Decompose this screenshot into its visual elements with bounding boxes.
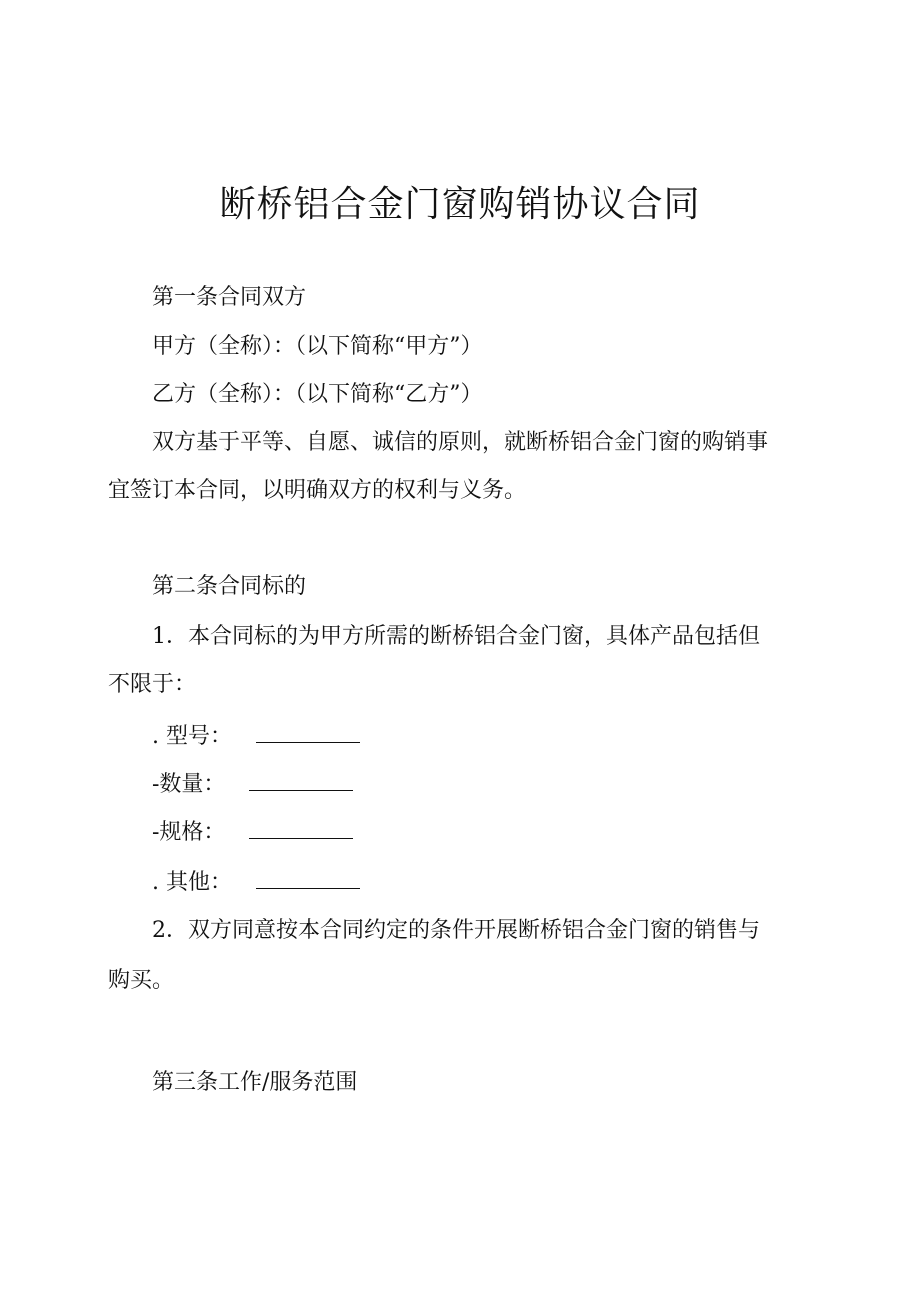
article2-heading: 第二条合同标的	[152, 574, 307, 599]
field-quantity	[152, 770, 353, 800]
field-other	[152, 868, 360, 898]
field-other-label: . 其他：	[152, 870, 232, 895]
field-quantity-label: -数量：	[152, 772, 226, 797]
field-model	[152, 722, 360, 752]
field-spec	[152, 818, 353, 848]
party-a-line: 甲方（全称）：（以下简称“甲方”）	[152, 334, 483, 359]
article2-item2-line2: 购买。	[108, 968, 175, 993]
article3-heading: 第三条工作/服务范围	[152, 1070, 358, 1095]
field-spec-blank	[249, 820, 353, 839]
article1-paragraph-line1: 双方基于平等、自愿、诚信的原则，就断桥铝合金门窗的购销事	[152, 430, 769, 455]
article2-item1-line1: 1．本合同标的为甲方所需的断桥铝合金门窗，具体产品包括但	[152, 624, 760, 649]
article1-heading: 第一条合同双方	[152, 285, 307, 310]
party-b-line: 乙方（全称）：（以下简称“乙方”）	[152, 382, 483, 407]
field-quantity-blank	[249, 772, 353, 791]
article2-item2-line1: 2．双方同意按本合同约定的条件开展断桥铝合金门窗的销售与	[152, 918, 760, 943]
document-title: 断桥铝合金门窗购销协议合同	[219, 184, 701, 225]
field-model-label: . 型号：	[152, 724, 232, 749]
article2-item1-line2: 不限于：	[108, 672, 197, 697]
field-model-blank	[256, 724, 360, 743]
field-other-blank	[256, 870, 360, 889]
article1-paragraph-line2: 宜签订本合同，以明确双方的权利与义务。	[108, 478, 527, 503]
field-spec-label: -规格：	[152, 820, 226, 845]
